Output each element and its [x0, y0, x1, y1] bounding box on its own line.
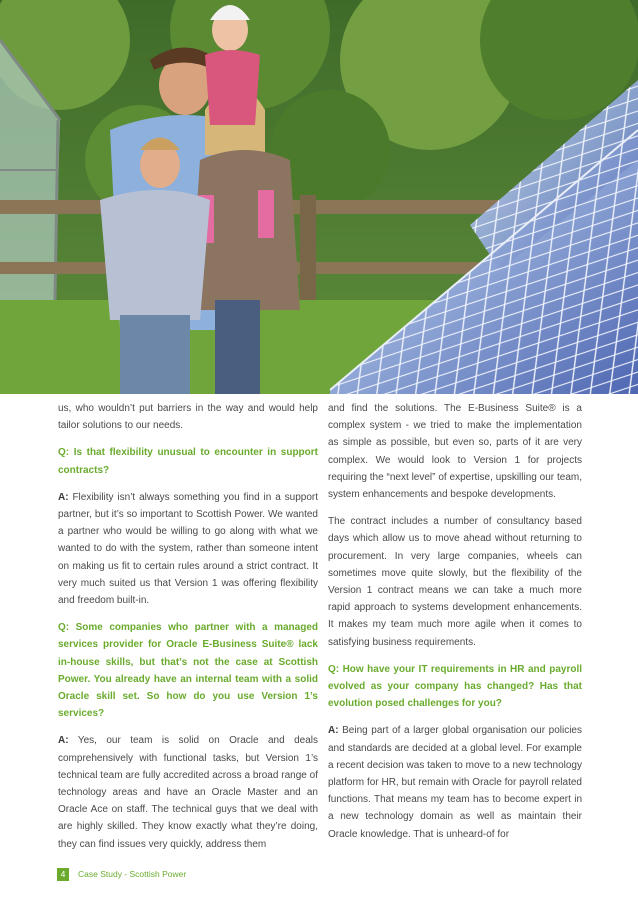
hero-photo [0, 0, 638, 394]
answer [328, 722, 582, 842]
question: Q: Is that flexibility unusual to encounter in support contracts? [58, 447, 318, 476]
paragraph: The contract includes a number of consultancy based days which allow us to move ahead without returning to procurement. In very large companies, wheels can sometimes move quite slowly, but the flexibility of the Version 1 contract means we can take a much more rapid approach to systems development enhancements. It makes my team much more agile when it comes to satisfying business requirements. [328, 516, 582, 648]
right-column [328, 400, 582, 853]
paragraph: us, who wouldn’t put barriers in the way and would help tailor solutions to our needs. [58, 403, 318, 432]
page-footer [57, 867, 186, 881]
page-number: 4 [57, 868, 69, 881]
paragraph: and find the solutions. The E-Business Suite® is a complex system - we tried to make the implementation as simple as possible, but even so, parts of it are very complex. We would look to Version 1 for projects requiring the “next level” of expertise, upskilling our team, system enhancements and bespoke developments. [328, 403, 582, 501]
answer-label: A: [328, 725, 339, 737]
left-column [58, 400, 318, 863]
answer-label: A: [58, 735, 69, 747]
answer-label: A: [58, 491, 69, 503]
question: Q: Some companies who partner with a managed services provider for Oracle E-Business Suite® lack in-house skills, but that’s not the case at Scottish Power. You already have an internal team with a solid Oracle skill set. So how do you use Version 1’s services? [58, 622, 318, 720]
answer [58, 489, 318, 609]
family-solar-panels-photo [0, 0, 638, 394]
answer-text: Flexibility isn’t always something you find in a support partner, but it’s so important to Scottish Power. We wanted a partner who would be willing to go along with what we wanted to do with the system, rather than someone intent on making us fit to certain rules around a strict contract. It very much suited us that Version 1 was offering flexibility and freedom built-in. [58, 491, 318, 607]
question: Q: How have your IT requirements in HR and payroll evolved as your company has changed? Has that evolution posed challenges for you? [328, 663, 582, 710]
answer [58, 732, 318, 852]
footer-title: Case Study - Scottish Power [78, 869, 187, 879]
answer-text: Being part of a larger global organisation our policies and standards are decided at a global level. For example a recent decision was taken to move to a new technology platform for HR, but remain with Oracle for payroll related functions. That means my team has to become expert in a new technology domain as well as maintain their Oracle knowledge. That is unheard-of for [328, 725, 582, 840]
answer-text: Yes, our team is solid on Oracle and deals comprehensively with functional tasks, but Version 1’s technical team are fully accredited across a broad range of technology areas and have an Oracle Master and an Oracle Ace on staff. The technical guys that we deal with are highly skilled. They know exactly what they’re doing, they can find issues very quickly, address them [58, 735, 318, 850]
